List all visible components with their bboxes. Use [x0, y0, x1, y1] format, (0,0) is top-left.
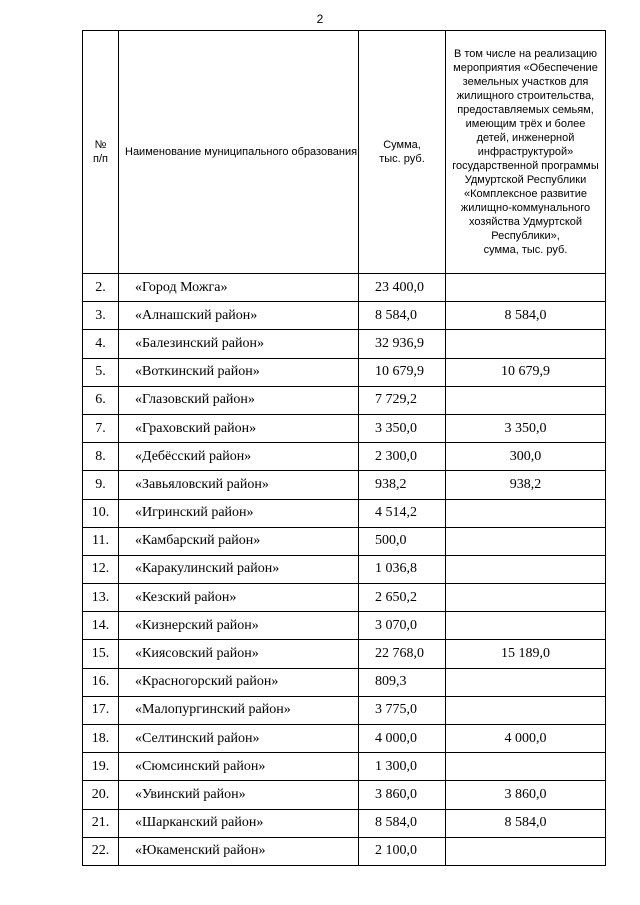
municipality-name: «Кизнерский район» — [119, 612, 359, 640]
header-number — [83, 31, 119, 274]
header-sum-label: Сумма, тыс. руб. — [379, 139, 425, 165]
row-including-sum — [446, 499, 606, 527]
row-including-sum: 8 584,0 — [446, 809, 606, 837]
row-number: 18. — [83, 725, 119, 753]
row-sum: 2 650,2 — [359, 584, 446, 612]
row-number: 6. — [83, 386, 119, 414]
table-row — [83, 302, 606, 330]
row-sum: 22 768,0 — [359, 640, 446, 668]
municipality-name: «Увинский район» — [119, 781, 359, 809]
municipality-name: «Глазовский район» — [119, 386, 359, 414]
row-number: 20. — [83, 781, 119, 809]
allocation-table — [82, 30, 606, 866]
municipality-name: «Селтинский район» — [119, 725, 359, 753]
row-sum: 8 584,0 — [359, 302, 446, 330]
row-including-sum: 8 584,0 — [446, 302, 606, 330]
header-sum — [359, 31, 446, 274]
table-row — [83, 443, 606, 471]
row-number: 8. — [83, 443, 119, 471]
page-number: 2 — [316, 12, 324, 26]
row-sum: 1 036,8 — [359, 555, 446, 583]
row-including-sum: 10 679,9 — [446, 358, 606, 386]
row-sum: 2 100,0 — [359, 837, 446, 865]
municipality-name: «Воткинский район» — [119, 358, 359, 386]
row-including-sum: 938,2 — [446, 471, 606, 499]
table-row — [83, 471, 606, 499]
row-sum: 4 514,2 — [359, 499, 446, 527]
row-number: 3. — [83, 302, 119, 330]
municipality-name: «Город Можга» — [119, 274, 359, 302]
row-sum: 2 300,0 — [359, 443, 446, 471]
municipality-name: «Камбарский район» — [119, 527, 359, 555]
row-number: 7. — [83, 414, 119, 442]
municipality-name: «Каракулинский район» — [119, 555, 359, 583]
table-row — [83, 640, 606, 668]
row-number: 21. — [83, 809, 119, 837]
row-including-sum — [446, 612, 606, 640]
municipality-name: «Алнашский район» — [119, 302, 359, 330]
row-sum: 809,3 — [359, 668, 446, 696]
table-header-row — [83, 31, 606, 274]
table-row — [83, 696, 606, 724]
table-row — [83, 555, 606, 583]
row-number: 11. — [83, 527, 119, 555]
row-including-sum — [446, 753, 606, 781]
municipality-name: «Балезинский район» — [119, 330, 359, 358]
municipality-name: «Шарканский район» — [119, 809, 359, 837]
header-name-label: Наименование муниципального образования — [125, 146, 358, 158]
municipality-name: «Кезский район» — [119, 584, 359, 612]
municipality-name: «Красногорский район» — [119, 668, 359, 696]
table-row — [83, 358, 606, 386]
municipality-name: «Граховский район» — [119, 414, 359, 442]
municipality-name: «Завьяловский район» — [119, 471, 359, 499]
table-row — [83, 809, 606, 837]
municipality-name: «Малопургинский район» — [119, 696, 359, 724]
table-row — [83, 584, 606, 612]
table-row — [83, 386, 606, 414]
header-name — [119, 31, 359, 274]
row-including-sum — [446, 584, 606, 612]
municipality-name: «Юкаменский район» — [119, 837, 359, 865]
row-number: 2. — [83, 274, 119, 302]
row-sum: 32 936,9 — [359, 330, 446, 358]
table-row — [83, 274, 606, 302]
table-row — [83, 781, 606, 809]
row-number: 9. — [83, 471, 119, 499]
row-number: 16. — [83, 668, 119, 696]
row-including-sum: 4 000,0 — [446, 725, 606, 753]
row-number: 13. — [83, 584, 119, 612]
row-including-sum — [446, 696, 606, 724]
row-sum: 3 350,0 — [359, 414, 446, 442]
municipality-name: «Игринский район» — [119, 499, 359, 527]
table-row — [83, 725, 606, 753]
row-including-sum — [446, 386, 606, 414]
row-sum: 3 070,0 — [359, 612, 446, 640]
header-including-label: В том числе на реализацию мероприятия «Обеспечение земельных участков для жилищного строительства, предоставляемых семьям, имеющим трёх и более детей, инженерной инфраструктурой» государственной программы Удмуртской Республики «Комплексное развитие жилищно-коммунального хозяйства Удмуртской Республики», сумма, тыс. руб. — [452, 48, 599, 256]
row-including-sum: 15 189,0 — [446, 640, 606, 668]
table-row — [83, 612, 606, 640]
row-sum: 3 860,0 — [359, 781, 446, 809]
row-including-sum — [446, 330, 606, 358]
row-including-sum — [446, 555, 606, 583]
row-number: 15. — [83, 640, 119, 668]
row-number: 22. — [83, 837, 119, 865]
table-row — [83, 499, 606, 527]
row-number: 14. — [83, 612, 119, 640]
row-sum: 7 729,2 — [359, 386, 446, 414]
row-sum: 23 400,0 — [359, 274, 446, 302]
row-number: 17. — [83, 696, 119, 724]
row-sum: 8 584,0 — [359, 809, 446, 837]
row-including-sum — [446, 668, 606, 696]
municipality-name: «Киясовский район» — [119, 640, 359, 668]
row-including-sum — [446, 274, 606, 302]
header-including — [446, 31, 606, 274]
table-row — [83, 414, 606, 442]
municipality-name: «Дебёсский район» — [119, 443, 359, 471]
row-number: 19. — [83, 753, 119, 781]
row-sum: 938,2 — [359, 471, 446, 499]
row-including-sum: 3 350,0 — [446, 414, 606, 442]
row-sum: 10 679,9 — [359, 358, 446, 386]
municipality-name: «Сюмсинский район» — [119, 753, 359, 781]
row-number: 4. — [83, 330, 119, 358]
table-row — [83, 330, 606, 358]
row-including-sum: 3 860,0 — [446, 781, 606, 809]
table-row — [83, 753, 606, 781]
table-row — [83, 527, 606, 555]
row-number: 10. — [83, 499, 119, 527]
header-number-label: № п/п — [93, 139, 108, 165]
table-row — [83, 837, 606, 865]
row-number: 5. — [83, 358, 119, 386]
table-body — [83, 274, 606, 866]
row-including-sum — [446, 837, 606, 865]
row-sum: 1 300,0 — [359, 753, 446, 781]
row-sum: 4 000,0 — [359, 725, 446, 753]
table-row — [83, 668, 606, 696]
row-number: 12. — [83, 555, 119, 583]
row-sum: 3 775,0 — [359, 696, 446, 724]
row-including-sum: 300,0 — [446, 443, 606, 471]
row-including-sum — [446, 527, 606, 555]
row-sum: 500,0 — [359, 527, 446, 555]
